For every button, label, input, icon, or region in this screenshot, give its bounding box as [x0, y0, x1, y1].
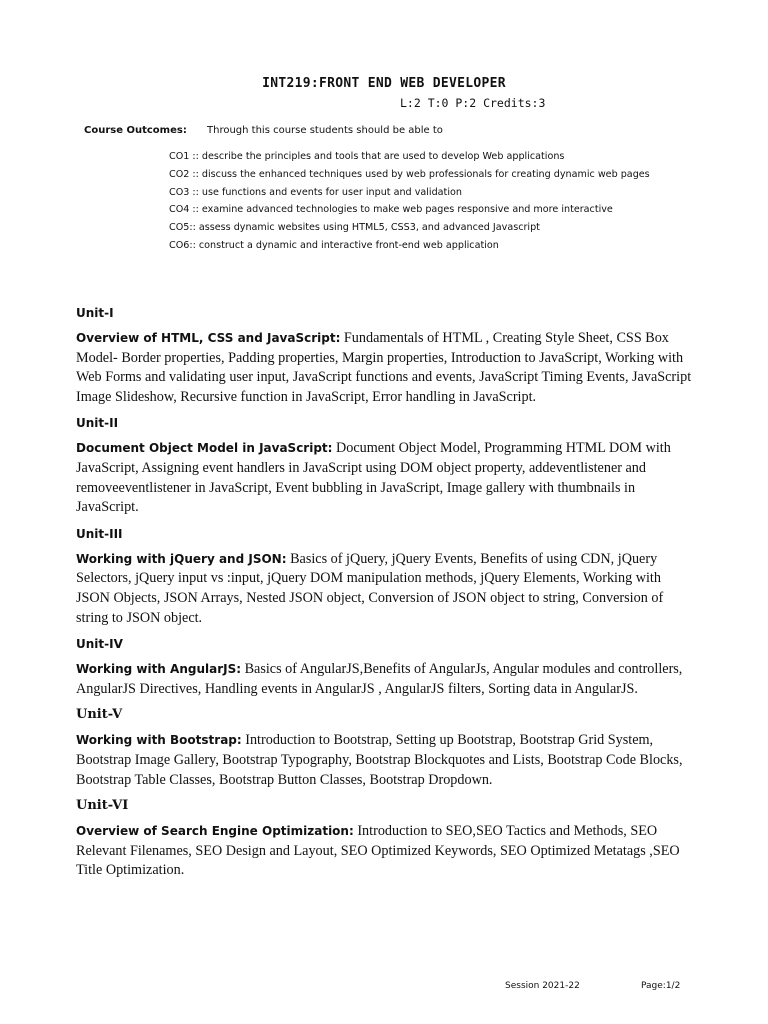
unit-description — [76, 439, 696, 517]
unit-content: Basics of AngularJS,Benefits of AngularJs, Angular modules and controllers, AngularJS Directives, Handling events in AngularJS , AngularJS filters, Sorting data in AngularJS. — [76, 661, 683, 697]
unit-topic-title: Working with AngularJS: — [76, 662, 242, 677]
unit-description — [76, 550, 696, 628]
unit-topic-title: Working with jQuery and JSON: — [76, 551, 287, 566]
unit-topic-title: Overview of Search Engine Optimization: — [76, 824, 354, 839]
unit-heading: Unit-III — [76, 526, 123, 541]
unit-topic-title: Overview of HTML, CSS and JavaScript: — [76, 331, 341, 345]
unit-heading: Unit-I — [76, 306, 114, 320]
unit-description — [76, 822, 696, 881]
unit-content: Fundamentals of HTML , Creating Style Sheet, CSS Box Model- Border properties, Padding properties, Margin properties, Introduction to JavaScript, Working with Web Forms and validating user input, JavaScript functions and events, JavaScript Timing Events, JavaScript Image Slideshow, Recursive function in JavaScript, Error handling in JavaScript. — [76, 330, 692, 405]
units-section — [76, 305, 696, 889]
unit-description — [76, 731, 696, 790]
course-outcome-item: CO5:: assess dynamic websites using HTML5, CSS3, and advanced Javascript — [169, 222, 540, 234]
course-outcome-item: CO4 :: examine advanced technologies to make web pages responsive and more interactive — [169, 204, 613, 216]
course-title: INT219:FRONT END WEB DEVELOPER — [262, 76, 506, 91]
unit-heading: Unit-VI — [76, 798, 129, 814]
course-outcomes-heading: Course Outcomes: — [84, 125, 187, 136]
course-outcome-item: CO6:: construct a dynamic and interactive front-end web application — [169, 239, 499, 251]
unit-heading: Unit-II — [76, 416, 119, 431]
footer-session: Session 2021-22 — [505, 981, 580, 991]
course-outcomes-intro: Through this course students should be able to — [207, 125, 443, 136]
unit-content: Basics of jQuery, jQuery Events, Benefits of using CDN, jQuery Selectors, jQuery input vs :input, jQuery DOM manipulation methods, jQuery Elements, Working with JSON Objects, JSON Arrays, Nested JSON object, Conversion of JSON object to string, Conversion of string to JSON object. — [76, 550, 664, 626]
course-outcome-item: CO3 :: use functions and events for user input and validation — [169, 186, 462, 198]
course-outcome-item: CO2 :: discuss the enhanced techniques used by web professionals for creating dynamic web pages — [169, 168, 650, 180]
unit-description — [76, 329, 696, 407]
course-outcomes-list — [169, 148, 669, 255]
course-credits: L:2 T:0 P:2 Credits:3 — [400, 96, 546, 110]
unit-content: Introduction to SEO,SEO Tactics and Methods, SEO Relevant Filenames, SEO Design and Layout, SEO Optimized Keywords, SEO Optimized Metatags ,SEO Title Optimization. — [76, 823, 680, 879]
footer-page-number: Page:1/2 — [641, 981, 681, 991]
unit-content: Document Object Model, Programming HTML DOM with JavaScript, Assigning event handlers in JavaScript using DOM object property, addeventlistener and removeeventlistener in JavaScript, Event bubbling in JavaScript, Image gallery with thumbnails in JavaScript. — [76, 440, 671, 516]
course-outcome-item: CO1 :: describe the principles and tools that are used to develop Web applications — [169, 151, 565, 162]
unit-topic-title: Working with Bootstrap: — [76, 733, 242, 748]
unit-description — [76, 660, 696, 699]
unit-content: Introduction to Bootstrap, Setting up Bootstrap, Bootstrap Grid System, Bootstrap Image Gallery, Bootstrap Typography, Bootstrap Blockquotes and Lists, Bootstrap Code Blocks, Bootstrap Table Classes, Bootstrap Button Classes, Bootstrap Dropdown. — [76, 732, 683, 788]
unit-topic-title: Document Object Model in JavaScript: — [76, 441, 333, 456]
unit-heading: Unit-V — [76, 707, 123, 723]
unit-heading: Unit-IV — [76, 637, 123, 652]
